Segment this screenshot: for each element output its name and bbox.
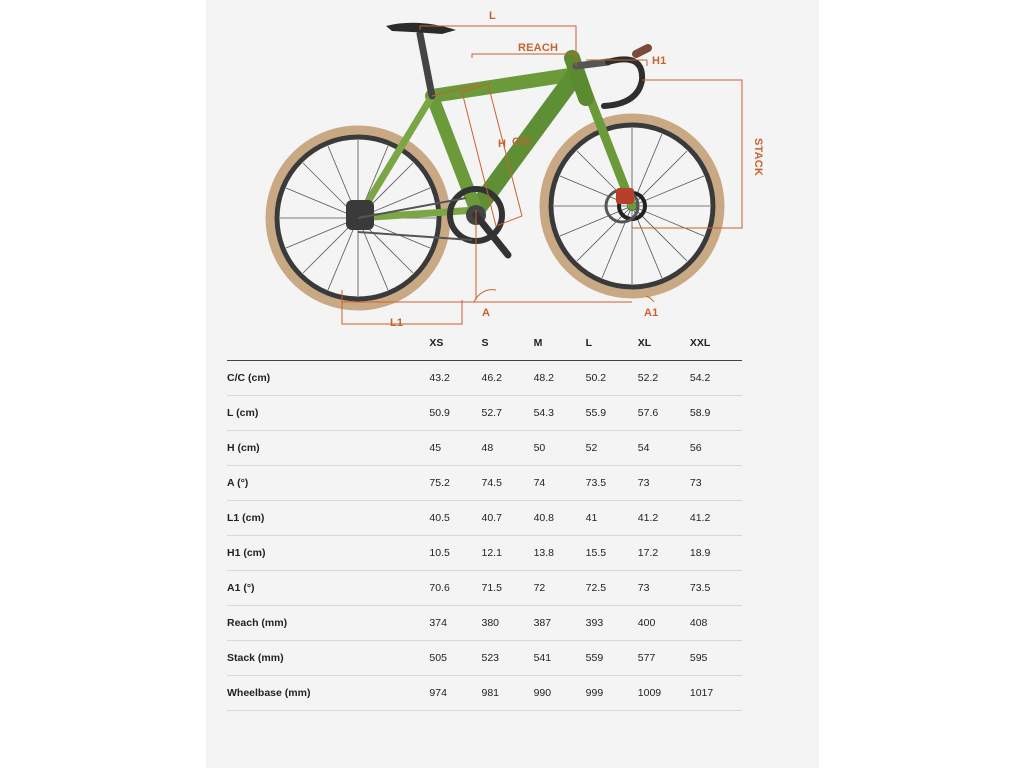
size-header-l: L [586, 326, 638, 361]
label-stack: STACK [752, 138, 764, 177]
table-cell: 981 [481, 676, 533, 711]
table-cell: 48.2 [534, 361, 586, 396]
table-row [227, 431, 742, 466]
table-cell: 595 [690, 641, 742, 676]
table-cell: 15.5 [586, 536, 638, 571]
table-cell: 41 [586, 501, 638, 536]
size-header-s: S [481, 326, 533, 361]
table-cell: 1009 [638, 676, 690, 711]
table-row [227, 606, 742, 641]
row-label: L1 (cm) [227, 501, 429, 536]
table-cell: 73.5 [690, 571, 742, 606]
table-cell: 974 [429, 676, 481, 711]
table-cell: 72.5 [586, 571, 638, 606]
row-label: A1 (°) [227, 571, 429, 606]
table-cell: 393 [586, 606, 638, 641]
table-cell: 41.2 [690, 501, 742, 536]
row-label: H1 (cm) [227, 536, 429, 571]
table-cell: 73 [690, 466, 742, 501]
bike-geometry-diagram [206, 0, 819, 330]
table-cell: 10.5 [429, 536, 481, 571]
table-row [227, 501, 742, 536]
label-a1: A1 [644, 307, 659, 319]
table-header-blank [227, 326, 429, 361]
table-cell: 50.2 [586, 361, 638, 396]
table-cell: 48 [481, 431, 533, 466]
table-cell: 1017 [690, 676, 742, 711]
table-row [227, 676, 742, 711]
table-row [227, 641, 742, 676]
table-cell: 18.9 [690, 536, 742, 571]
table-cell: 387 [534, 606, 586, 641]
size-header-xs: XS [429, 326, 481, 361]
table-row [227, 361, 742, 396]
table-cell: 523 [481, 641, 533, 676]
table-cell: 73 [638, 571, 690, 606]
table-cell: 54.3 [534, 396, 586, 431]
table-row [227, 396, 742, 431]
row-label: Wheelbase (mm) [227, 676, 429, 711]
table-cell: 505 [429, 641, 481, 676]
size-header-xxl: XXL [690, 326, 742, 361]
label-h1: H1 [652, 55, 667, 67]
table-cell: 74.5 [481, 466, 533, 501]
label-l1: L1 [390, 317, 404, 329]
table-cell: 13.8 [534, 536, 586, 571]
table-cell: 559 [586, 641, 638, 676]
table-cell: 46.2 [481, 361, 533, 396]
table-cell: 40.5 [429, 501, 481, 536]
table-cell: 54.2 [690, 361, 742, 396]
table-cell: 40.8 [534, 501, 586, 536]
table-cell: 56 [690, 431, 742, 466]
table-header-row [227, 326, 742, 361]
label-cc: C/C [512, 136, 532, 148]
table-cell: 400 [638, 606, 690, 641]
table-cell: 75.2 [429, 466, 481, 501]
table-cell: 45 [429, 431, 481, 466]
table-cell: 52.2 [638, 361, 690, 396]
table-cell: 17.2 [638, 536, 690, 571]
table-cell: 70.6 [429, 571, 481, 606]
size-header-xl: XL [638, 326, 690, 361]
table-cell: 990 [534, 676, 586, 711]
size-header-m: M [534, 326, 586, 361]
table-cell: 40.7 [481, 501, 533, 536]
table-cell: 52 [586, 431, 638, 466]
row-label: C/C (cm) [227, 361, 429, 396]
table-cell: 374 [429, 606, 481, 641]
table-cell: 73.5 [586, 466, 638, 501]
table-cell: 54 [638, 431, 690, 466]
table-cell: 74 [534, 466, 586, 501]
label-a: A [482, 307, 491, 319]
label-h: H [498, 138, 507, 150]
bike-illustration [206, 0, 819, 330]
row-label: A (°) [227, 466, 429, 501]
table-cell: 58.9 [690, 396, 742, 431]
table-cell: 73 [638, 466, 690, 501]
table-cell: 408 [690, 606, 742, 641]
table-cell: 57.6 [638, 396, 690, 431]
table-cell: 577 [638, 641, 690, 676]
table-row [227, 536, 742, 571]
row-label: H (cm) [227, 431, 429, 466]
table-cell: 541 [534, 641, 586, 676]
table-cell: 72 [534, 571, 586, 606]
geometry-table [227, 326, 742, 711]
table-cell: 52.7 [481, 396, 533, 431]
table-cell: 50.9 [429, 396, 481, 431]
table-row [227, 571, 742, 606]
row-label: Reach (mm) [227, 606, 429, 641]
table-row [227, 466, 742, 501]
row-label: Stack (mm) [227, 641, 429, 676]
table-cell: 43.2 [429, 361, 481, 396]
table-cell: 55.9 [586, 396, 638, 431]
label-l: L [489, 10, 496, 22]
label-reach: REACH [518, 42, 559, 54]
table-cell: 12.1 [481, 536, 533, 571]
row-label: L (cm) [227, 396, 429, 431]
table-cell: 380 [481, 606, 533, 641]
table-cell: 50 [534, 431, 586, 466]
table-cell: 41.2 [638, 501, 690, 536]
table-cell: 999 [586, 676, 638, 711]
saddle [386, 23, 456, 34]
table-cell: 71.5 [481, 571, 533, 606]
